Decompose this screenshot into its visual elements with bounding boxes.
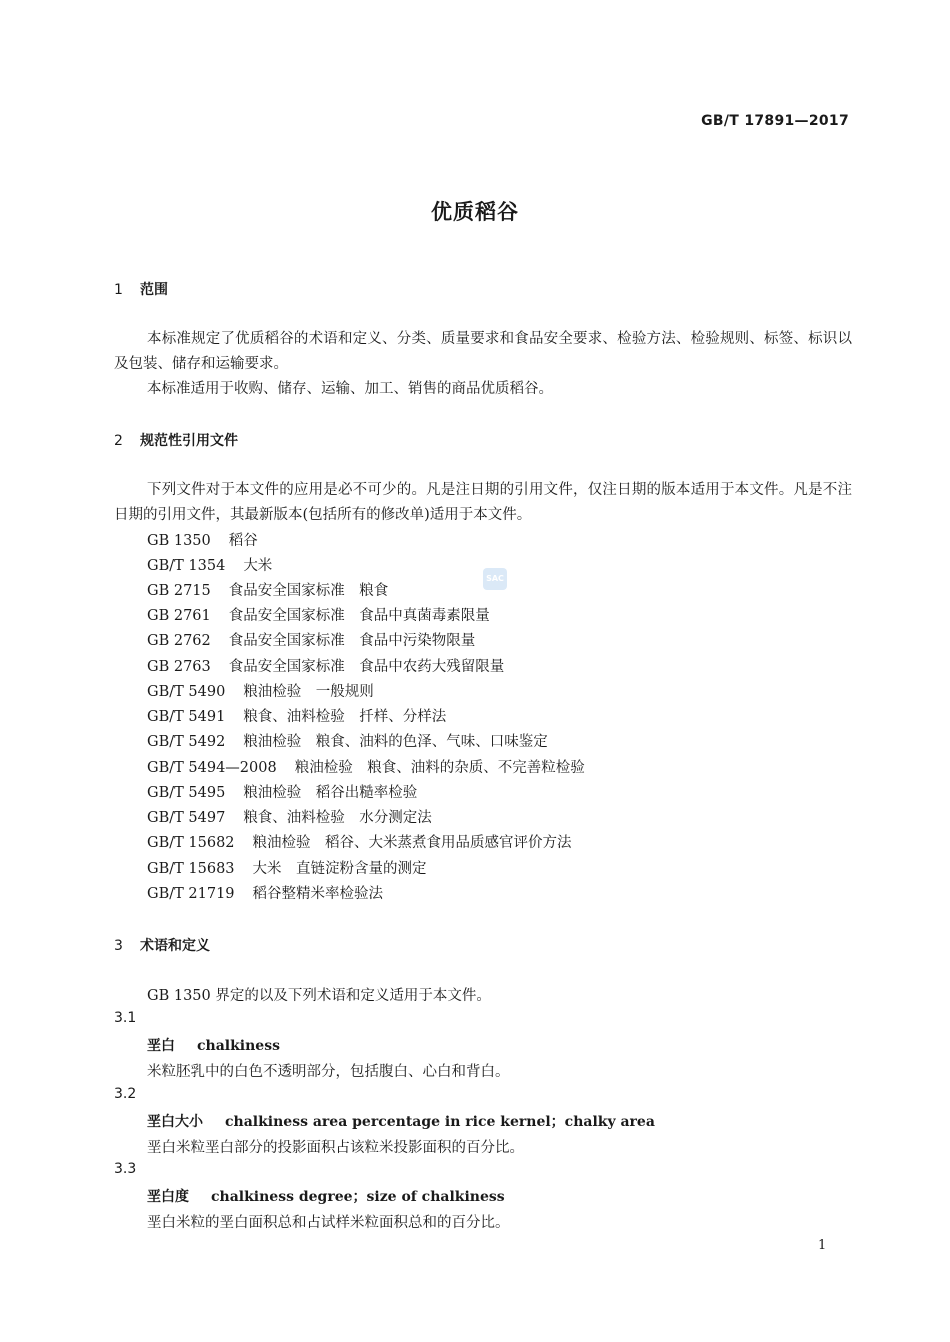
reference-code: GB/T 5494—2008 — [147, 760, 277, 776]
sac-watermark: SAC — [483, 568, 507, 590]
section-2-heading — [114, 430, 238, 450]
reference-item — [147, 882, 383, 903]
terms-intro: GB 1350 界定的以及下列术语和定义适用于本文件。 — [147, 988, 491, 1004]
reference-item — [147, 680, 374, 701]
term-zh: 垩白 — [147, 1038, 175, 1054]
term-heading — [147, 1111, 655, 1131]
reference-item — [147, 604, 490, 625]
reference-title: 食品安全国家标准 食品中农药大残留限量 — [228, 659, 505, 675]
reference-title: 食品安全国家标准 粮食 — [228, 583, 389, 599]
reference-title: 大米 直链淀粉含量的测定 — [252, 861, 427, 877]
reference-item — [147, 730, 548, 751]
reference-item — [147, 655, 504, 676]
reference-item — [147, 629, 475, 650]
page-number: 1 — [818, 1238, 827, 1253]
reference-code: GB/T 21719 — [147, 886, 235, 902]
reference-title: 食品安全国家标准 食品中真菌毒素限量 — [228, 608, 490, 624]
reference-title: 粮食、油料检验 扦样、分样法 — [243, 709, 447, 725]
reference-title: 稻谷 — [228, 533, 258, 549]
section-title: 规范性引用文件 — [140, 433, 238, 449]
reference-code: GB/T 5497 — [147, 810, 226, 826]
reference-title: 稻谷整精米率检验法 — [252, 886, 384, 902]
reference-title: 粮油检验 稻谷、大米蒸煮食用品质感官评价方法 — [252, 835, 572, 851]
section-title: 术语和定义 — [140, 938, 210, 954]
term-heading — [147, 1035, 280, 1055]
term-en: chalkiness — [197, 1038, 280, 1054]
reference-title: 粮油检验 粮食、油料的杂质、不完善粒检验 — [294, 760, 585, 776]
term-definition: 垩白米粒的垩白面积总和占试样米粒面积总和的百分比。 — [147, 1215, 510, 1231]
reference-code: GB/T 5492 — [147, 734, 226, 750]
scope-paragraph-1: 本标准规定了优质稻谷的术语和定义、分类、质量要求和食品安全要求、检验方法、检验规则、标签、标识以及包装、储存和运输要求。 — [114, 331, 852, 372]
scope-paragraph-2: 本标准适用于收购、储存、运输、加工、销售的商品优质稻谷。 — [147, 381, 553, 397]
reference-code: GB 2762 — [147, 633, 211, 649]
standard-code: GB/T 17891—2017 — [701, 113, 849, 129]
reference-item — [147, 529, 258, 550]
reference-title: 粮食、油料检验 水分测定法 — [243, 810, 432, 826]
section-number: 2 — [114, 433, 123, 449]
term-en: chalkiness area percentage in rice kernel；chalky area — [225, 1114, 655, 1130]
reference-item — [147, 554, 272, 575]
term-en: chalkiness degree；size of chalkiness — [211, 1189, 505, 1205]
reference-item — [147, 579, 388, 600]
reference-code: GB/T 15682 — [147, 835, 235, 851]
section-1-heading — [114, 279, 168, 299]
reference-code: GB/T 15683 — [147, 861, 235, 877]
term-number: 3.1 — [114, 1010, 137, 1026]
term-heading — [147, 1186, 505, 1206]
reference-title: 大米 — [243, 558, 273, 574]
term-zh: 垩白度 — [147, 1189, 189, 1205]
reference-item — [147, 705, 446, 726]
term-definition: 垩白米粒垩白部分的投影面积占该粒米投影面积的百分比。 — [147, 1140, 524, 1156]
section-3-heading — [114, 935, 210, 955]
reference-code: GB 1350 — [147, 533, 211, 549]
reference-title: 粮油检验 一般规则 — [243, 684, 374, 700]
reference-title: 食品安全国家标准 食品中污染物限量 — [228, 633, 476, 649]
term-definition: 米粒胚乳中的白色不透明部分，包括腹白、心白和背白。 — [147, 1064, 510, 1080]
reference-code: GB 2715 — [147, 583, 211, 599]
references-intro: 下列文件对于本文件的应用是必不可少的。凡是注日期的引用文件，仅注日期的版本适用于本文件。凡是不注日期的引用文件，其最新版本(包括所有的修改单)适用于本文件。 — [114, 482, 852, 523]
reference-item — [147, 781, 417, 802]
reference-code: GB/T 1354 — [147, 558, 226, 574]
term-number: 3.2 — [114, 1086, 137, 1102]
document-title: 优质稻谷 — [431, 200, 519, 224]
reference-title: 粮油检验 稻谷出糙率检验 — [243, 785, 418, 801]
reference-code: GB/T 5490 — [147, 684, 226, 700]
reference-item — [147, 756, 585, 777]
reference-code: GB/T 5491 — [147, 709, 226, 725]
reference-item — [147, 806, 432, 827]
reference-code: GB 2761 — [147, 608, 211, 624]
reference-code: GB 2763 — [147, 659, 211, 675]
section-title: 范围 — [140, 282, 168, 298]
term-number: 3.3 — [114, 1161, 137, 1177]
reference-item — [147, 831, 572, 852]
reference-item — [147, 857, 427, 878]
section-number: 1 — [114, 282, 123, 298]
reference-code: GB/T 5495 — [147, 785, 226, 801]
reference-title: 粮油检验 粮食、油料的色泽、气味、口味鉴定 — [243, 734, 548, 750]
section-number: 3 — [114, 938, 123, 954]
term-zh: 垩白大小 — [147, 1114, 203, 1130]
